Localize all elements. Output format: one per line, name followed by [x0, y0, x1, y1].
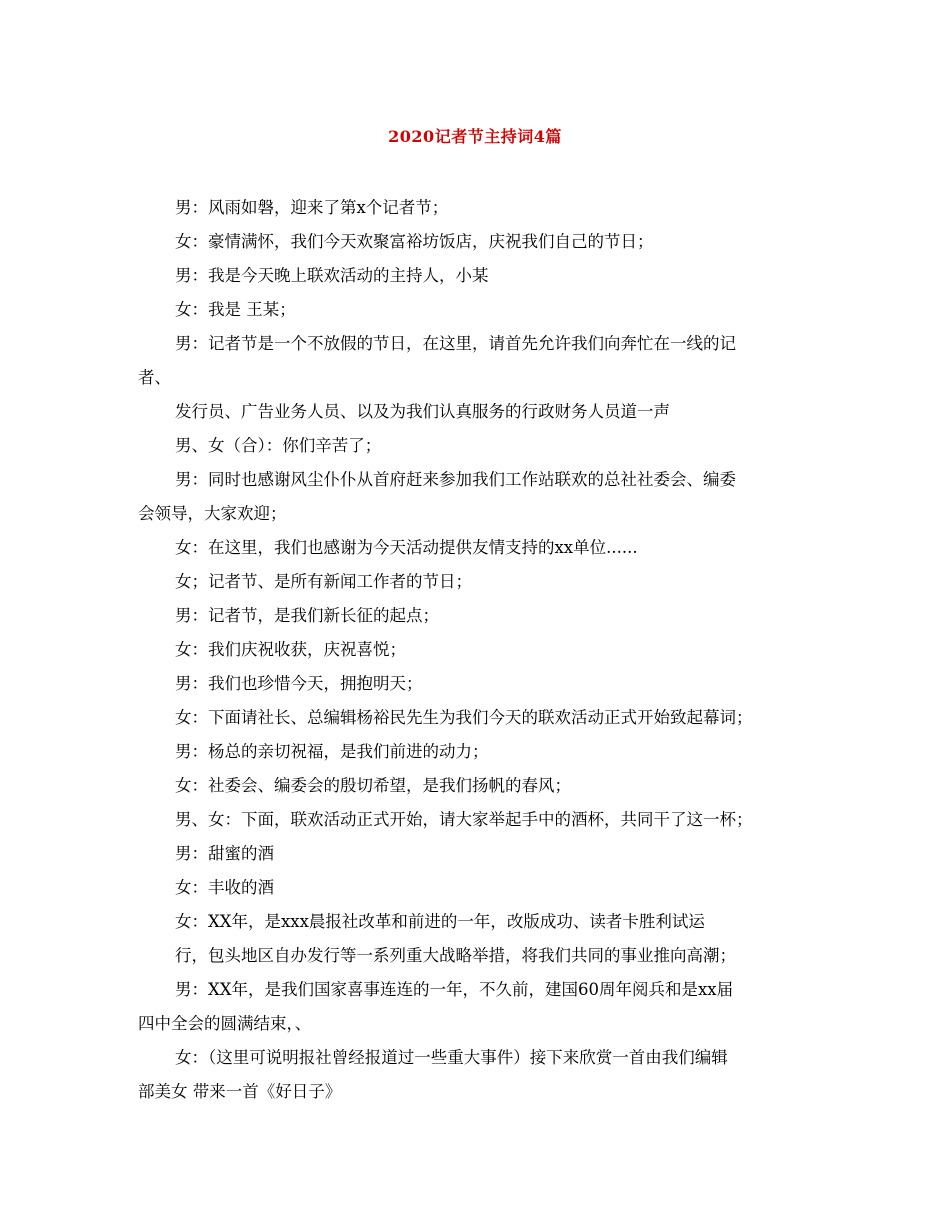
body-line: 男：记者节，是我们新长征的起点；	[175, 606, 439, 625]
body-line: 男：风雨如磐，迎来了第x个记者节；	[175, 198, 449, 217]
body-line: 女；记者节、是所有新闻工作者的节日；	[175, 572, 472, 591]
document-title: 2020记者节主持词4篇	[388, 127, 562, 146]
body-line: 男：杨总的亲切祝福，是我们前进的动力；	[175, 742, 489, 761]
body-line: 女：（这里可说明报社曾经报道过一些重大事件）接下来欣赏一首由我们编辑	[175, 1048, 728, 1067]
body-line: 男：甜蜜的酒	[175, 844, 274, 863]
body-line: 男：同时也感谢风尘仆仆从首府赶来参加我们工作站联欢的总社社委会、编委	[175, 470, 736, 489]
body-line: 男：XX年，是我们国家喜事连连的一年，不久前，建国60周年阅兵和是xx届	[175, 980, 734, 999]
body-line: 会领导，大家欢迎；	[138, 504, 287, 523]
body-line: 行，包头地区自办发行等一系列重大战略举措，将我们共同的事业推向高潮；	[175, 946, 736, 965]
body-line: 四中全会的圆满结束，、	[138, 1014, 312, 1033]
body-line: 女：我是 王某；	[175, 300, 296, 319]
body-line: 者、	[138, 368, 171, 387]
body-line: 男：我是今天晚上联欢活动的主持人，小某	[175, 266, 489, 285]
body-line: 女：下面请社长、总编辑杨裕民先生为我们今天的联欢活动正式开始致起幕词；	[175, 708, 753, 727]
body-line: 男、女（合）：你们辛苦了；	[175, 436, 382, 455]
body-line: 女：在这里，我们也感谢为今天活动提供友情支持的xx单位......	[175, 538, 638, 557]
body-line: 女：社委会、编委会的殷切希望，是我们扬帆的春风；	[175, 776, 571, 795]
body-line: 女：豪情满怀，我们今天欢聚富裕坊饭店，庆祝我们自己的节日；	[175, 232, 654, 251]
body-line: 女：我们庆祝收获，庆祝喜悦；	[175, 640, 406, 659]
body-line: 男：记者节是一个不放假的节日，在这里，请首先允许我们向奔忙在一线的记	[175, 334, 736, 353]
body-line: 发行员、广告业务人员、以及为我们认真服务的行政财务人员道一声	[175, 402, 670, 421]
body-line: 男：我们也珍惜今天，拥抱明天；	[175, 674, 423, 693]
body-line: 女：XX年，是xxx晨报社改革和前进的一年，改版成功、读者卡胜利试运	[175, 912, 705, 931]
document-body	[138, 191, 824, 1109]
body-line: 女：丰收的酒	[175, 878, 274, 897]
body-line: 男、女：下面，联欢活动正式开始，请大家举起手中的酒杯，共同干了这一杯；	[175, 810, 753, 829]
body-line: 部美女 带来一首《好日子》	[138, 1082, 342, 1101]
